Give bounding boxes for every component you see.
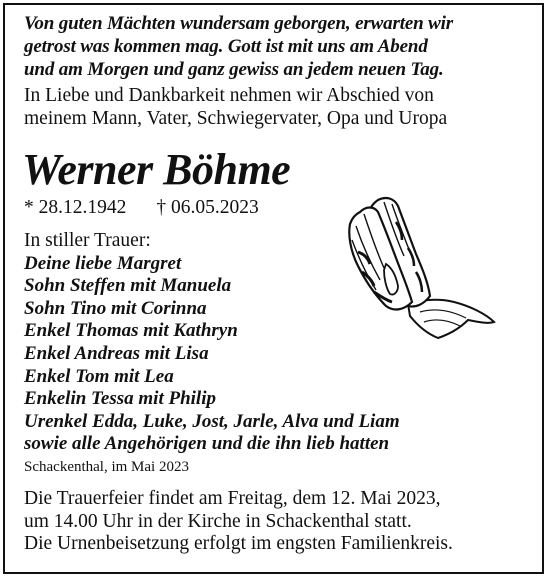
life-dates (24, 196, 259, 219)
mourner-line: sowie alle Angehörigen und die ihn lieb hatten (24, 433, 390, 455)
mourners-lead: In stiller Trauer: (24, 230, 151, 251)
mourner-line: Enkel Tom mit Lea (24, 365, 174, 387)
mourner-line: Deine liebe Margret (24, 252, 182, 274)
mourner-line: Urenkel Edda, Luke, Jost, Jarle, Alva und Liam (24, 410, 400, 432)
funeral-info-line: Die Trauerfeier findet am Freitag, dem 12. Mai 2023, (24, 488, 441, 509)
mourner-line: Enkel Andreas mit Lisa (24, 342, 209, 364)
motto-line: und am Morgen und ganz gewiss an jedem neuen Tag. (24, 59, 444, 80)
intro-line: meinem Mann, Vater, Schwiegervater, Opa und Uropa (24, 108, 448, 129)
death-date: † 06.05.2023 (156, 197, 259, 218)
mourner-line: Sohn Tino mit Corinna (24, 297, 207, 319)
motto-line: getrost was kommen mag. Gott ist mit uns am Abend (24, 36, 428, 57)
funeral-info-line: um 14.00 Uhr in der Kirche in Schackenthal statt. (24, 510, 412, 532)
deceased-name: Werner Böhme (22, 145, 291, 194)
funeral-info (24, 488, 453, 556)
funeral-info-line: Die Urnenbeisetzung erfolgt im engsten Familienkreis. (24, 533, 453, 554)
motto-verse (24, 12, 524, 81)
praying-hands-icon (338, 192, 498, 342)
intro-line: In Liebe und Dankbarkeit nehmen wir Abschied von (24, 85, 434, 106)
motto-line: Von guten Mächten wundersam geborgen, erwarten wir (24, 13, 454, 34)
place-date: Schackenthal, im Mai 2023 (24, 459, 189, 475)
mourner-line: Enkel Thomas mit Kathryn (24, 320, 238, 342)
mourner-line: Sohn Steffen mit Manuela (24, 275, 232, 297)
birth-date: * 28.12.1942 (24, 197, 127, 218)
intro-text (24, 84, 447, 130)
mourner-line: Enkelin Tessa mit Philip (24, 388, 216, 410)
